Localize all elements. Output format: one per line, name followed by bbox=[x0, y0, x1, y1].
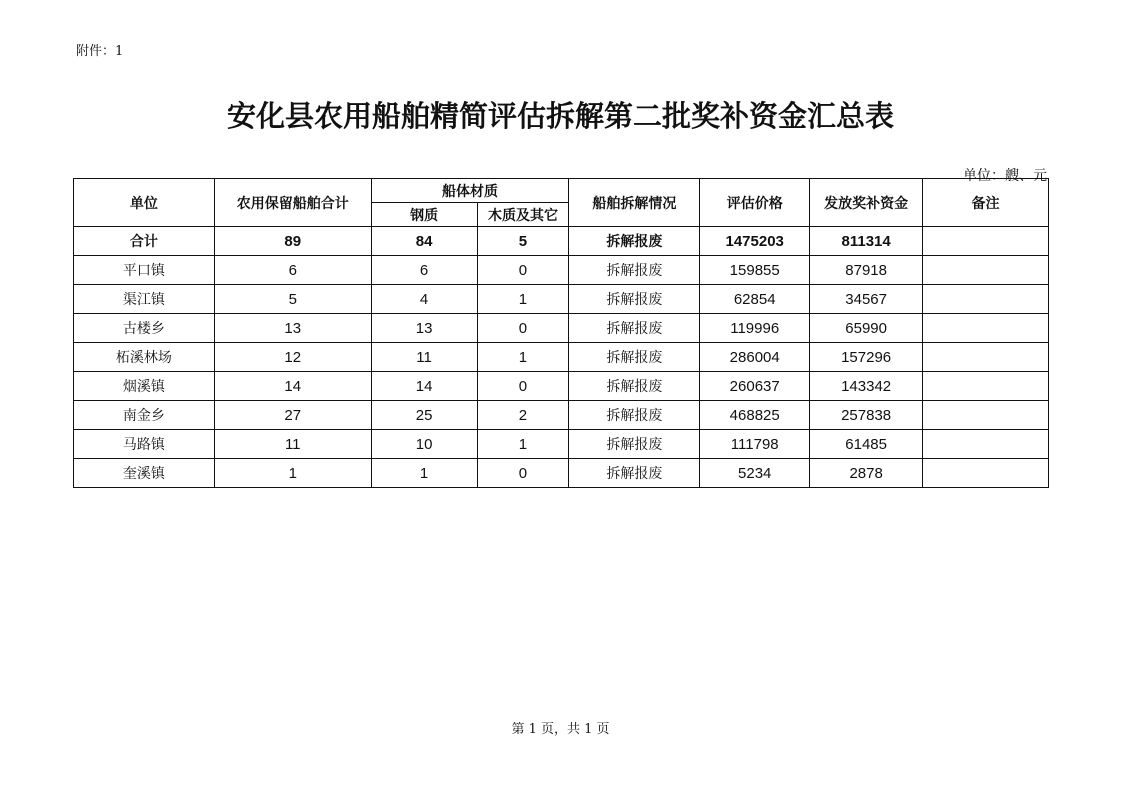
cell-subsidy: 143342 bbox=[810, 372, 923, 401]
cell-status: 拆解报废 bbox=[569, 227, 700, 256]
cell-remark bbox=[923, 459, 1049, 488]
cell-total-ships: 12 bbox=[214, 343, 371, 372]
cell-wood: 0 bbox=[477, 314, 569, 343]
cell-subsidy: 157296 bbox=[810, 343, 923, 372]
cell-steel: 6 bbox=[371, 256, 477, 285]
header-remark: 备注 bbox=[923, 179, 1049, 227]
header-status: 船舶拆解情况 bbox=[569, 179, 700, 227]
header-total-ships: 农用保留船舶合计 bbox=[214, 179, 371, 227]
cell-remark bbox=[923, 401, 1049, 430]
cell-remark bbox=[923, 285, 1049, 314]
page-title: 安化县农用船舶精简评估拆解第二批奖补资金汇总表 bbox=[226, 99, 894, 133]
cell-steel: 25 bbox=[371, 401, 477, 430]
total-row bbox=[74, 227, 1049, 256]
cell-total-ships: 14 bbox=[214, 372, 371, 401]
cell-price: 62854 bbox=[700, 285, 810, 314]
cell-remark bbox=[923, 227, 1049, 256]
cell-price: 468825 bbox=[700, 401, 810, 430]
cell-steel: 14 bbox=[371, 372, 477, 401]
cell-unit: 马路镇 bbox=[74, 430, 215, 459]
cell-subsidy: 811314 bbox=[810, 227, 923, 256]
cell-unit: 奎溪镇 bbox=[74, 459, 215, 488]
page-footer: 第 1 页，共 1 页 bbox=[511, 722, 610, 737]
cell-price: 119996 bbox=[700, 314, 810, 343]
cell-subsidy: 34567 bbox=[810, 285, 923, 314]
cell-steel: 1 bbox=[371, 459, 477, 488]
cell-remark bbox=[923, 430, 1049, 459]
cell-total-ships: 1 bbox=[214, 459, 371, 488]
cell-steel: 84 bbox=[371, 227, 477, 256]
unit-label: 单位：艘、元 bbox=[963, 168, 1047, 184]
cell-steel: 10 bbox=[371, 430, 477, 459]
cell-status: 拆解报废 bbox=[569, 256, 700, 285]
table-row bbox=[74, 285, 1049, 314]
cell-total-ships: 27 bbox=[214, 401, 371, 430]
cell-status: 拆解报废 bbox=[569, 401, 700, 430]
header-wood: 木质及其它 bbox=[477, 203, 569, 227]
cell-price: 159855 bbox=[700, 256, 810, 285]
cell-wood: 0 bbox=[477, 459, 569, 488]
cell-unit: 平口镇 bbox=[74, 256, 215, 285]
cell-wood: 2 bbox=[477, 401, 569, 430]
table-row bbox=[74, 372, 1049, 401]
table-row bbox=[74, 314, 1049, 343]
cell-total-ships: 13 bbox=[214, 314, 371, 343]
cell-subsidy: 61485 bbox=[810, 430, 923, 459]
cell-wood: 1 bbox=[477, 285, 569, 314]
cell-price: 286004 bbox=[700, 343, 810, 372]
header-material: 船体材质 bbox=[371, 179, 569, 203]
header-subsidy: 发放奖补资金 bbox=[810, 179, 923, 227]
cell-steel: 13 bbox=[371, 314, 477, 343]
cell-remark bbox=[923, 372, 1049, 401]
cell-unit: 古楼乡 bbox=[74, 314, 215, 343]
summary-table bbox=[73, 178, 1049, 488]
cell-wood: 5 bbox=[477, 227, 569, 256]
cell-steel: 4 bbox=[371, 285, 477, 314]
cell-total-ships: 89 bbox=[214, 227, 371, 256]
attachment-label: 附件：1 bbox=[76, 44, 124, 59]
header-unit: 单位 bbox=[74, 179, 215, 227]
cell-status: 拆解报废 bbox=[569, 343, 700, 372]
table-row bbox=[74, 430, 1049, 459]
cell-remark bbox=[923, 314, 1049, 343]
cell-total-ships: 5 bbox=[214, 285, 371, 314]
cell-status: 拆解报废 bbox=[569, 430, 700, 459]
cell-unit: 渠江镇 bbox=[74, 285, 215, 314]
cell-status: 拆解报废 bbox=[569, 285, 700, 314]
cell-unit: 南金乡 bbox=[74, 401, 215, 430]
table-row bbox=[74, 401, 1049, 430]
cell-subsidy: 65990 bbox=[810, 314, 923, 343]
cell-price: 1475203 bbox=[700, 227, 810, 256]
cell-total-ships: 11 bbox=[214, 430, 371, 459]
cell-remark bbox=[923, 256, 1049, 285]
cell-price: 260637 bbox=[700, 372, 810, 401]
header-price: 评估价格 bbox=[700, 179, 810, 227]
cell-unit: 合计 bbox=[74, 227, 215, 256]
cell-unit: 烟溪镇 bbox=[74, 372, 215, 401]
table-row bbox=[74, 256, 1049, 285]
cell-status: 拆解报废 bbox=[569, 459, 700, 488]
cell-subsidy: 257838 bbox=[810, 401, 923, 430]
header-steel: 钢质 bbox=[371, 203, 477, 227]
cell-wood: 0 bbox=[477, 256, 569, 285]
cell-status: 拆解报废 bbox=[569, 314, 700, 343]
cell-wood: 0 bbox=[477, 372, 569, 401]
cell-unit: 柘溪林场 bbox=[74, 343, 215, 372]
table-row bbox=[74, 343, 1049, 372]
cell-price: 5234 bbox=[700, 459, 810, 488]
cell-subsidy: 2878 bbox=[810, 459, 923, 488]
cell-subsidy: 87918 bbox=[810, 256, 923, 285]
cell-status: 拆解报废 bbox=[569, 372, 700, 401]
cell-remark bbox=[923, 343, 1049, 372]
cell-steel: 11 bbox=[371, 343, 477, 372]
cell-total-ships: 6 bbox=[214, 256, 371, 285]
cell-wood: 1 bbox=[477, 430, 569, 459]
table-row bbox=[74, 459, 1049, 488]
cell-price: 111798 bbox=[700, 430, 810, 459]
cell-wood: 1 bbox=[477, 343, 569, 372]
